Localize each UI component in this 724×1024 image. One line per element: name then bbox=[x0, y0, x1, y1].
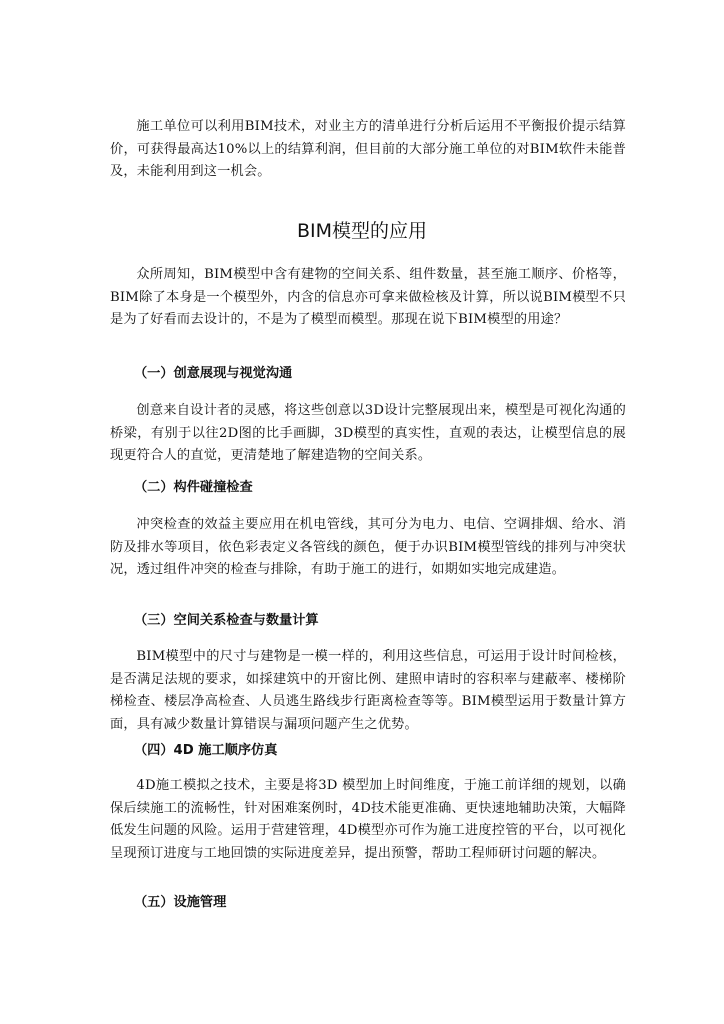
paragraph-creative-display: 创意来自设计者的灵感，将这些创意以3D设计完整展现出来，模型是可视化沟通的桥梁，有别于以往2D图的比手画脚，3D模型的真实性，直观的表达，让模型信息的展现更符合人的直觉，更清楚地了解建造物的空间关系。 bbox=[110, 403, 626, 464]
section-title: BIM模型的应用 bbox=[296, 220, 428, 242]
heading-collision-check: （二）构件碰撞检查 bbox=[134, 480, 253, 495]
paragraph-spatial-check: BIM模型中的尺寸与建物是一模一样的，利用这些信息，可运用于设计时间检核，是否满足法规的要求，如採建筑中的开窗比例、建照申请时的容积率与建蔽率、楼梯阶梯检查、楼层净高检查、人员逃生路线步行距离检查等等。BIM模型运用于数量计算方面，具有减少数量计算错误与漏项问题产生之优势。 bbox=[110, 649, 626, 732]
paragraph-collision-check: 冲突检查的效益主要应用在机电管线，其可分为电力、电信、空调排烟、给水、消防及排水等项目，依色彩表定义各管线的颜色，便于办识BIM模型管线的排列与冲突状况，透过组件冲突的检查与排除，有助于施工的进行，如期如实地完成建造。 bbox=[110, 517, 626, 578]
lead-paragraph: 众所周知，BIM模型中含有建物的空间关系、组件数量，甚至施工顺序、价格等，BIM除了本身是一个模型外，内含的信息亦可拿来做检核及计算，所以说BIM模型不只是为了好看而去设计的，不是为了模型而模型。那现在说下BIM模型的用途？ bbox=[110, 267, 626, 328]
heading-spatial-check: （三）空间关系检查与数量计算 bbox=[134, 613, 319, 628]
heading-facility-management: （五）设施管理 bbox=[134, 895, 227, 910]
heading-4d-simulation: （四）4D 施工顺序仿真 bbox=[134, 743, 278, 758]
paragraph-4d-simulation: 4D施工模拟之技术，主要是将3D 模型加上时间维度，于施工前详细的规划，以确保后续施工的流畅性，针对困难案例时，4D技术能更准确、更快速地辅助决策，大幅降低发生问题的风险。运用于营建管理，4D模型亦可作为施工进度控管的平台，以可视化呈现预订进度与工地回馈的实际进度差异，提出预警，帮助工程师研讨问题的解决。 bbox=[110, 778, 626, 861]
intro-paragraph: 施工单位可以利用BIM技术，对业主方的清单进行分析后运用不平衡报价提示结算价，可获得最高达10%以上的结算利润，但目前的大部分施工单位的对BIM软件未能普及，未能利用到这一机会。 bbox=[110, 119, 626, 180]
heading-creative-display: （一）创意展现与视觉沟通 bbox=[134, 366, 293, 381]
